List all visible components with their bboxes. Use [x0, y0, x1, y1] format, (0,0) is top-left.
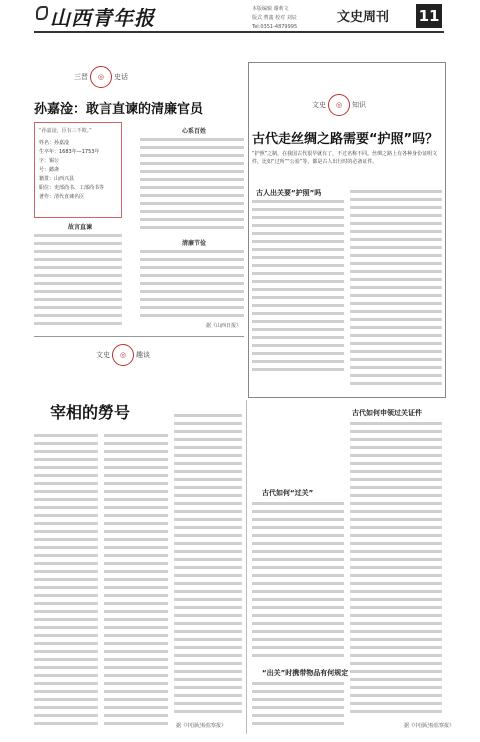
right-author: 据《中国纪检监察报》: [404, 723, 455, 729]
badge-label: 文史: [96, 351, 110, 359]
newspaper-logo: 山西青年报: [50, 6, 155, 30]
section-title: 文史周刊: [337, 10, 390, 25]
lower-body-col-1: [34, 432, 98, 732]
right-headline: 古代走丝绸之路需要“护照”吗？: [252, 132, 439, 147]
masthead-rule: [34, 31, 444, 33]
masthead-info: [252, 5, 336, 32]
right-subhead-4: 古代如何申领过关证件: [352, 409, 422, 417]
right-subhead-1: 古人出关要“护照”吗: [256, 189, 322, 197]
profile-row: 籍贯：山西兴县: [39, 176, 75, 182]
profile-row: 职位：吏部尚书、工部尚书等: [39, 185, 105, 191]
right-subhead-3: “出关”时携带物品有何规定: [262, 669, 349, 677]
right-subhead-2: 古代如何“过关”: [262, 489, 314, 497]
profile-row: 号：懿斋: [39, 167, 60, 173]
section-badge-lower: [96, 344, 150, 366]
badge-label: 文史: [312, 101, 326, 109]
lower-body-col-2: [104, 432, 168, 732]
masthead-info-line: 本版编辑 谢莉文: [252, 6, 289, 12]
left-author: 据《山西日报》: [206, 323, 242, 329]
profile-row: 生卒年：1683年—1753年: [39, 149, 100, 155]
left-subhead-3: 清廉节俭: [181, 240, 206, 247]
right-body-col-3: [252, 500, 344, 660]
left-body-col-1: [34, 232, 122, 328]
right-body-col-4: [252, 680, 344, 732]
story-divider: [34, 336, 244, 337]
masthead: [0, 0, 480, 34]
right-body-col-2: [350, 188, 442, 394]
profile-quote: “孙嘉淦，臣有三不欺。”: [39, 128, 92, 134]
badge-circle-icon: ◎: [112, 344, 134, 366]
left-subhead-2: 故言直谏: [67, 224, 92, 231]
lower-headline: 宰相的勞号: [50, 403, 131, 422]
profile-box: [34, 122, 122, 218]
right-lead: “护照”之制，在我国古代很早就有了，不过名称不同。丝绸之路上有各种身份证明文件，比如“过所”“公验”等，都是古人出行时的必备证件。: [252, 151, 438, 165]
profile-row: 著作：清代直谏名臣: [39, 194, 85, 200]
badge-circle-icon: ◎: [328, 94, 350, 116]
left-subhead-1: 心系百姓: [181, 128, 206, 135]
lower-author: 据《中国纪检监察报》: [176, 723, 227, 729]
section-badge-right: [312, 94, 366, 116]
right-body-col-5: [350, 420, 442, 716]
lower-body-col-3: [174, 412, 242, 718]
masthead-info-line: Tel:0351-4879995: [252, 24, 298, 30]
left-headline: 孙嘉淦：敢言直谏的清廉官员: [34, 102, 204, 117]
badge-label: 知识: [352, 101, 366, 109]
badge-label: 史话: [114, 73, 128, 81]
left-body-col-3: [140, 248, 244, 320]
badge-label: 三晋: [74, 73, 88, 81]
column-divider: [246, 400, 247, 734]
profile-row: 姓名：孙嘉淦: [39, 140, 70, 146]
right-body-col-1: [252, 198, 344, 374]
logo-emblem-icon: [36, 6, 48, 20]
masthead-info-line: 版式 曹鑫 校对 刘辰: [252, 15, 297, 21]
page-number: 11: [416, 4, 442, 28]
left-body-col-2: [140, 136, 244, 232]
section-badge-left: [74, 66, 128, 88]
badge-circle-icon: ◎: [90, 66, 112, 88]
profile-row: 字：锡公: [39, 158, 60, 164]
badge-label: 趣谈: [136, 351, 150, 359]
